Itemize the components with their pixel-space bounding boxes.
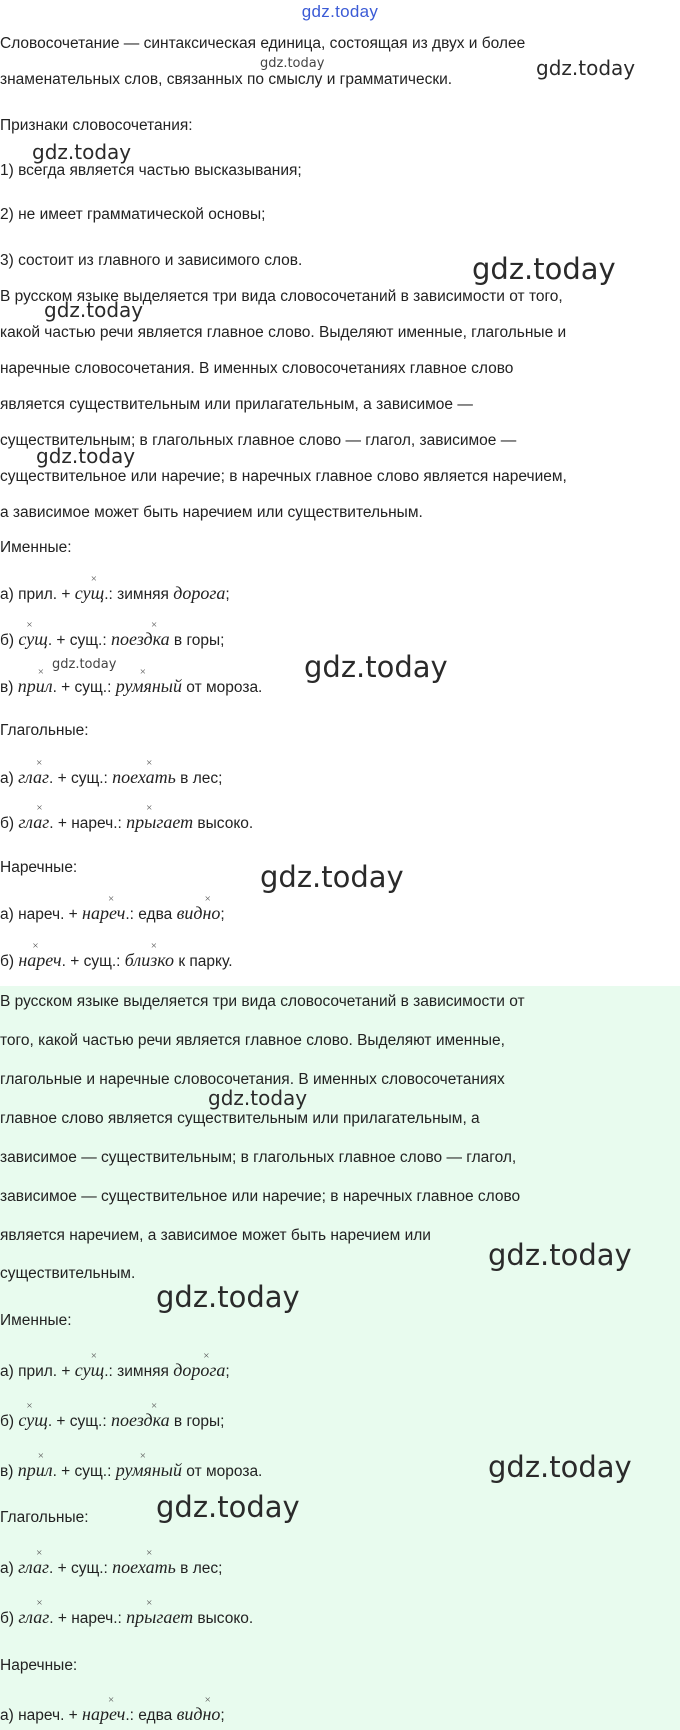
example-verbal-b: б) глаг × . + нареч.: прыгает × высоко. [0,802,254,832]
intro-line-1: Словосочетание — синтаксическая единица, состоящая из двух и более [0,35,526,52]
main-word-mark-icon: × [36,802,43,814]
dependent-word: дорога × [173,1350,226,1380]
main-word: сущ × [18,619,48,649]
dependent-word: поехать × [112,757,176,787]
para2-line-3: глагольные и наречные словосочетания. В именных словосочетаниях [0,1071,505,1088]
main-word: нареч × [82,893,126,923]
group-verbal-title: Глагольные: [0,722,89,739]
example-nominal-b: б) сущ × . + сущ.: поездка × в горы; [0,619,225,649]
example-verbal-a: а) глаг × . + сущ.: поехать × в лес; [0,757,223,787]
para1-line-1: В русском языке выделяется три вида словосочетаний в зависимости от того, [0,288,563,305]
watermark: gdz.today [156,1280,300,1314]
main-word: нареч × [18,940,62,970]
sign-1: 1) всегда является частью высказывания; [0,162,302,179]
sign-2: 2) не имеет грамматической основы; [0,206,266,223]
group-verbal-title-2: Глагольные: [0,1509,89,1526]
para1-line-4: является существительным или прилагательным, а зависимое — [0,396,473,413]
dependent-word-mark-icon: × [146,757,153,769]
main-word: сущ × [74,1350,105,1380]
main-word: прил × [17,1450,53,1480]
example-nominal-a-2: а) прил. + сущ × .: зимняя дорога × ; [0,1350,230,1380]
para1-line-6: существительное или наречие; в наречных главное слово является наречием, [0,468,567,485]
dependent-word: румяный × [115,1450,182,1480]
main-word-mark-icon: × [26,619,33,631]
para1-line-7: а зависимое может быть наречием или существительным. [0,504,423,521]
group-adverbial-title: Наречные: [0,859,78,876]
main-word-mark-icon: × [26,1400,33,1412]
main-word: прил × [17,666,53,696]
para1-line-3: наречные словосочетания. В именных словосочетаниях главное слово [0,360,514,377]
dependent-word: близко × [124,940,175,970]
dependent-word: поездка × [110,1400,170,1430]
dependent-word: видно × [176,1694,221,1724]
watermark: gdz.today [156,1490,300,1524]
example-adverbial-a: а) нареч. + нареч × .: едва видно × ; [0,893,225,923]
group-nominal-title: Именные: [0,539,72,556]
dependent-word-mark-icon: × [204,893,211,905]
watermark: gdz.today [260,56,325,71]
para1-line-2: какой частью речи является главное слово. Выделяют именные, глагольные и [0,324,567,341]
dependent-word: поездка × [110,619,170,649]
main-word-mark-icon: × [32,940,39,952]
main-word: глаг × [18,1547,49,1577]
dependent-word: прыгает × [126,1597,194,1627]
dependent-word-mark-icon: × [146,1547,153,1559]
dependent-word-mark-icon: × [150,940,158,952]
main-word-mark-icon: × [108,1694,115,1706]
watermark: gdz.today [32,140,132,164]
main-word-mark-icon: × [90,573,97,585]
main-word-mark-icon: × [36,757,43,769]
watermark: gdz.today [536,56,636,80]
main-word: глаг × [18,1597,50,1627]
para2-line-4: главное слово является существительным или прилагательным, а [0,1110,480,1127]
example-adverbial-a-2: а) нареч. + нареч × .: едва видно × ; [0,1694,225,1724]
main-word: глаг × [18,802,50,832]
main-word-mark-icon: × [37,1450,44,1462]
dependent-word-mark-icon: × [139,666,146,678]
dependent-word: дорога [173,583,226,603]
watermark: gdz.today [52,657,117,672]
para2-line-6: зависимое — существительное или наречие; в наречных главное слово [0,1188,521,1205]
group-nominal-title-2: Именные: [0,1312,72,1329]
main-word-mark-icon: × [36,1547,43,1559]
para2-line-2: того, какой частью речи является главное слово. Выделяют именные, [0,1032,505,1049]
para2-line-5: зависимое — существительным; в глагольных главное слово — глагол, [0,1149,517,1166]
main-word: нареч × [82,1694,126,1724]
main-word: сущ × [18,1400,48,1430]
main-word: сущ × [74,573,105,603]
dependent-word-mark-icon: × [203,1350,210,1362]
dependent-word: румяный × [115,666,182,696]
watermark: gdz.today [488,1238,632,1272]
para2-line-8: существительным. [0,1265,136,1282]
main-word-mark-icon: × [90,1350,97,1362]
para1-line-5: существительным; в глагольных главное слово — глагол, зависимое — [0,432,517,449]
dependent-word-mark-icon: × [150,619,158,631]
watermark: gdz.today [36,444,136,468]
header-watermark: gdz.today [301,2,379,21]
watermark: gdz.today [44,298,144,322]
group-adverbial-title-2: Наречные: [0,1657,78,1674]
main-word-mark-icon: × [108,893,115,905]
example-nominal-v-2: в) прил × . + сущ.: румяный × от мороза. [0,1450,263,1480]
example-prefix: а) прил. + [0,586,75,603]
para2-line-7: является наречием, а зависимое может быть наречием или [0,1227,431,1244]
example-nominal-v: в) прил × . + сущ.: румяный × от мороза. [0,666,263,696]
watermark: gdz.today [304,650,448,684]
watermark: gdz.today [472,252,616,286]
para2-line-1: В русском языке выделяется три вида словосочетаний в зависимости от [0,993,525,1010]
watermark: gdz.today [488,1450,632,1484]
dependent-word-mark-icon: × [204,1694,211,1706]
dependent-word-mark-icon: × [146,1597,153,1609]
watermark: gdz.today [208,1086,308,1110]
dependent-word-mark-icon: × [139,1450,146,1462]
watermark: gdz.today [260,860,404,894]
intro-line-2: знаменательных слов, связанных по смыслу и грамматически. [0,71,453,88]
example-verbal-b-2: б) глаг × . + нареч.: прыгает × высоко. [0,1597,254,1627]
sign-3: 3) состоит из главного и зависимого слов. [0,252,303,269]
example-adverbial-b: б) нареч × . + сущ.: близко × к парку. [0,940,233,970]
example-nominal-a: а) прил. + сущ × .: зимняя дорога; [0,573,230,603]
example-verbal-a-2: а) глаг × . + сущ.: поехать × в лес; [0,1547,223,1577]
signs-title: Признаки словосочетания: [0,117,193,134]
example-nominal-b-2: б) сущ × . + сущ.: поездка × в горы; [0,1400,225,1430]
dependent-word: поехать × [112,1547,176,1577]
dependent-word: видно × [176,893,221,923]
dependent-word: прыгает × [126,802,194,832]
main-word-mark-icon: × [37,666,44,678]
main-word: глаг × [18,757,49,787]
main-word-mark-icon: × [36,1597,43,1609]
dependent-word-mark-icon: × [146,802,153,814]
dependent-word-mark-icon: × [150,1400,158,1412]
